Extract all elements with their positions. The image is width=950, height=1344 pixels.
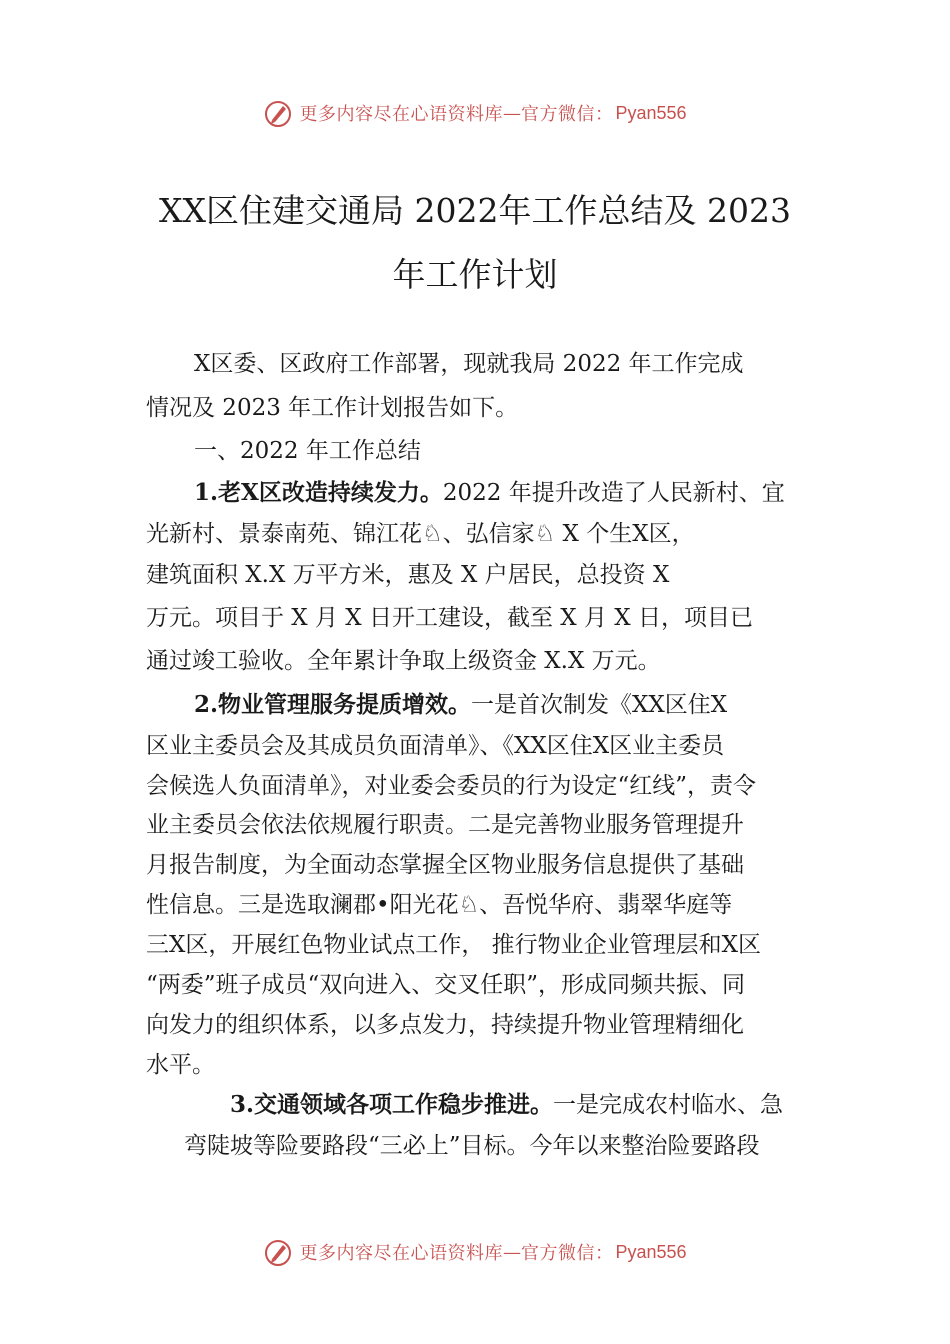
paragraph-line: 三X区，开展红色物业试点工作， 推行物业企业管理层和X区 <box>146 932 762 958</box>
document-title-line-1: XX区住建交通局 2022年工作总结及 2023 <box>159 191 791 230</box>
paragraph-line: 区业主委员会及其成员负面清单》、《XX区住X区业主委员 <box>146 733 725 759</box>
paragraph-line: 会候选人负面清单》，对业委会委员的行为设定“红线”，责令 <box>146 773 757 799</box>
item-2-heading: 2.物业管理服务提质增效。 <box>194 691 472 718</box>
watermark-id: Pyan556 <box>615 1241 687 1262</box>
item-1-heading: 1.老X区改造持续发力。 <box>194 479 443 506</box>
pen-circle-logo-icon <box>263 1237 293 1267</box>
watermark-id: Pyan556 <box>615 102 687 123</box>
paragraph-line: 月报告制度，为全面动态掌握全区物业服务信息提供了基础 <box>146 852 744 878</box>
paragraph-line: 弯陡坡等险要路段“三必上”目标。今年以来整治险要路段 <box>184 1133 760 1159</box>
paragraph-line: “两委”班子成员“双向进入、交叉任职”，形成同频共振、同 <box>146 972 746 998</box>
paragraph-item-1-first-line <box>194 478 785 508</box>
intro-line: 情况及 2023 年工作计划报告如下。 <box>146 395 519 421</box>
watermark-label: 官方微信： <box>520 1243 614 1264</box>
section-heading: 一、2022 年工作总结 <box>194 438 421 464</box>
paragraph-line: 建筑面积 X.X 万平方米，惠及 X 户居民，总投资 X <box>146 562 670 588</box>
watermark-text: 更多内容尽在心语资料库 <box>299 1243 503 1264</box>
item-2-text: 一是首次制发《XX区住X <box>471 692 728 718</box>
paragraph-line: 光新村、景泰南苑、锦江花♘、弘信家♘ X 个生X区， <box>146 521 695 547</box>
paragraph-line: 通过竣工验收。全年累计争取上级资金 X.X 万元。 <box>146 648 661 674</box>
pen-circle-logo-icon <box>263 98 293 128</box>
watermark-label: 官方微信： <box>520 104 614 125</box>
item-1-text: 2022 年提升改造了人民新村、宜 <box>442 480 785 506</box>
item-3-heading: 3.交通领域各项工作稳步推进。 <box>230 1091 554 1118</box>
watermark-separator: — <box>502 1241 521 1263</box>
watermark-separator: — <box>502 102 521 124</box>
watermark-header <box>0 93 950 133</box>
document-title-line-2: 年工作计划 <box>392 255 558 294</box>
paragraph-line: 性信息。三是选取澜郡•阳光花♘、吾悦华府、翡翠华庭等 <box>146 892 733 918</box>
watermark-text: 更多内容尽在心语资料库 <box>299 104 503 125</box>
paragraph-line: 业主委员会依法依规履行职责。二是完善物业服务管理提升 <box>146 812 744 838</box>
paragraph-item-3-first-line <box>230 1090 783 1120</box>
watermark-footer <box>0 1232 950 1272</box>
paragraph-line: 向发力的组织体系，以多点发力，持续提升物业管理精细化 <box>146 1012 744 1038</box>
item-3-text: 一是完成农村临水、急 <box>553 1092 784 1118</box>
paragraph-item-2-first-line <box>194 690 727 720</box>
paragraph-line: 水平。 <box>146 1052 215 1078</box>
paragraph-line: 万元。项目于 X 月 X 日开工建设，截至 X 月 X 日，项目已 <box>146 605 753 631</box>
intro-line: X区委、区政府工作部署，现就我局 2022 年工作完成 <box>194 351 744 377</box>
